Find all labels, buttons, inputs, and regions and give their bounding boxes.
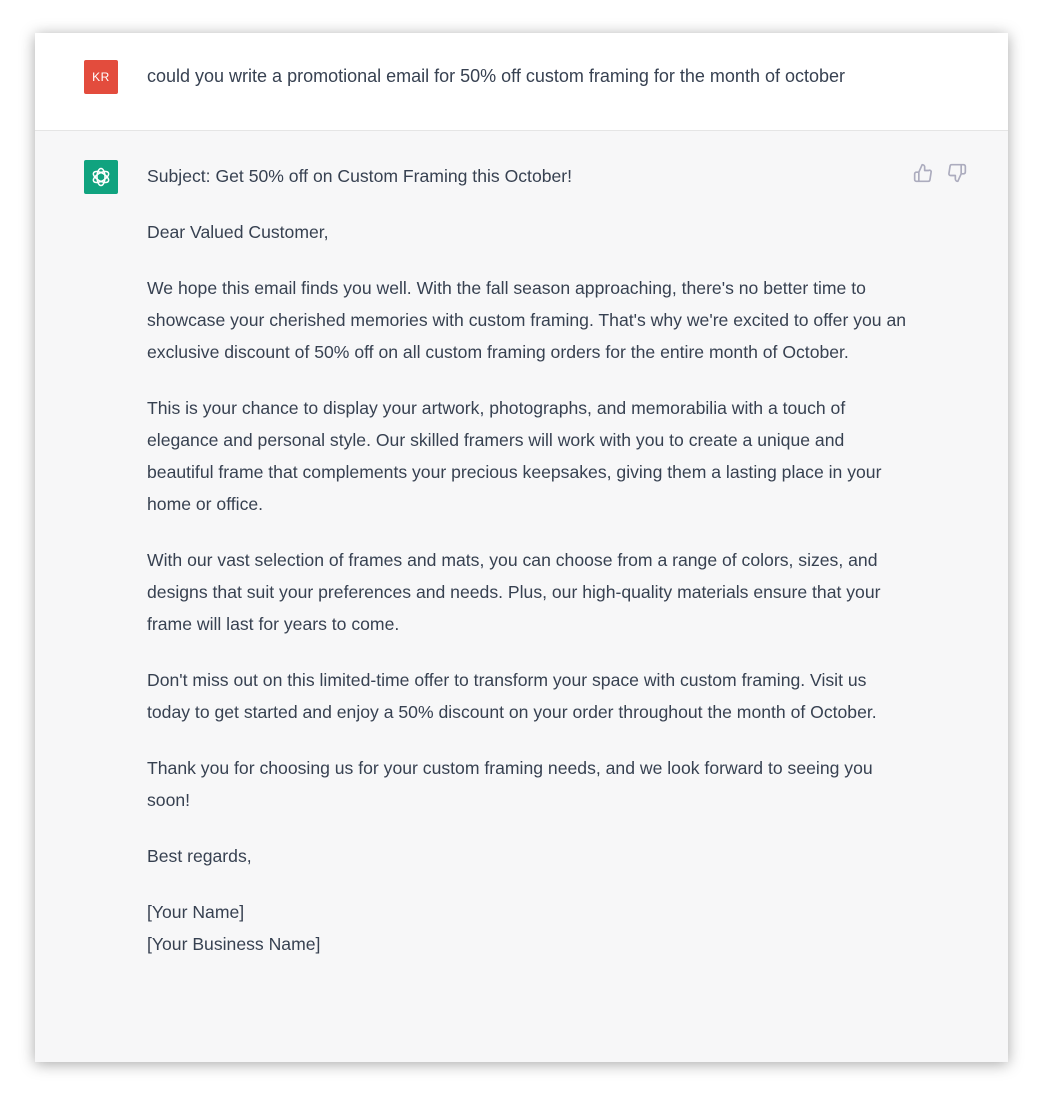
email-subject: Subject: Get 50% off on Custom Framing this October! <box>147 166 573 186</box>
user-message: could you write a promotional email for 50% off custom framing for the month of october <box>147 66 846 86</box>
user-message-row <box>35 33 1008 131</box>
email-paragraph: Don't miss out on this limited-time offer to transform your space with custom framing. Visit us today to get started and enjoy a 50% discount on your order throughout the month of October. <box>147 670 877 722</box>
email-paragraph: With our vast selection of frames and mats, you can choose from a range of colors, sizes, and designs that suit your preferences and needs. Plus, our high-quality materials ensure that your frame will last for years to come. <box>147 550 881 634</box>
signature-name: [Your Name] <box>147 902 245 922</box>
chat-conversation <box>35 33 1008 1062</box>
email-signature <box>147 896 907 960</box>
email-closing: Best regards, <box>147 846 252 866</box>
email-paragraph: This is your chance to display your artwork, photographs, and memorabilia with a touch of elegance and personal style. Our skilled framers will work with you to create a unique and beautiful frame that complements your precious keepsakes, giving them a lasting place in your home or office. <box>147 398 882 514</box>
email-paragraph: We hope this email finds you well. With the fall season approaching, there's no better time to showcase your cherished memories with custom framing. That's why we're excited to offer you an exclusive discount of 50% off on all custom framing orders for the entire month of October. <box>147 278 907 362</box>
openai-logo-icon <box>84 160 118 194</box>
signature-business: [Your Business Name] <box>147 934 321 954</box>
assistant-message <box>147 160 907 984</box>
email-greeting: Dear Valued Customer, <box>147 222 329 242</box>
thumbs-down-icon[interactable] <box>947 163 967 183</box>
thumbs-up-icon[interactable] <box>913 163 933 183</box>
user-avatar: KR <box>84 60 118 94</box>
feedback-buttons <box>913 163 967 183</box>
email-paragraph: Thank you for choosing us for your custom framing needs, and we look forward to seeing you soon! <box>147 758 873 810</box>
